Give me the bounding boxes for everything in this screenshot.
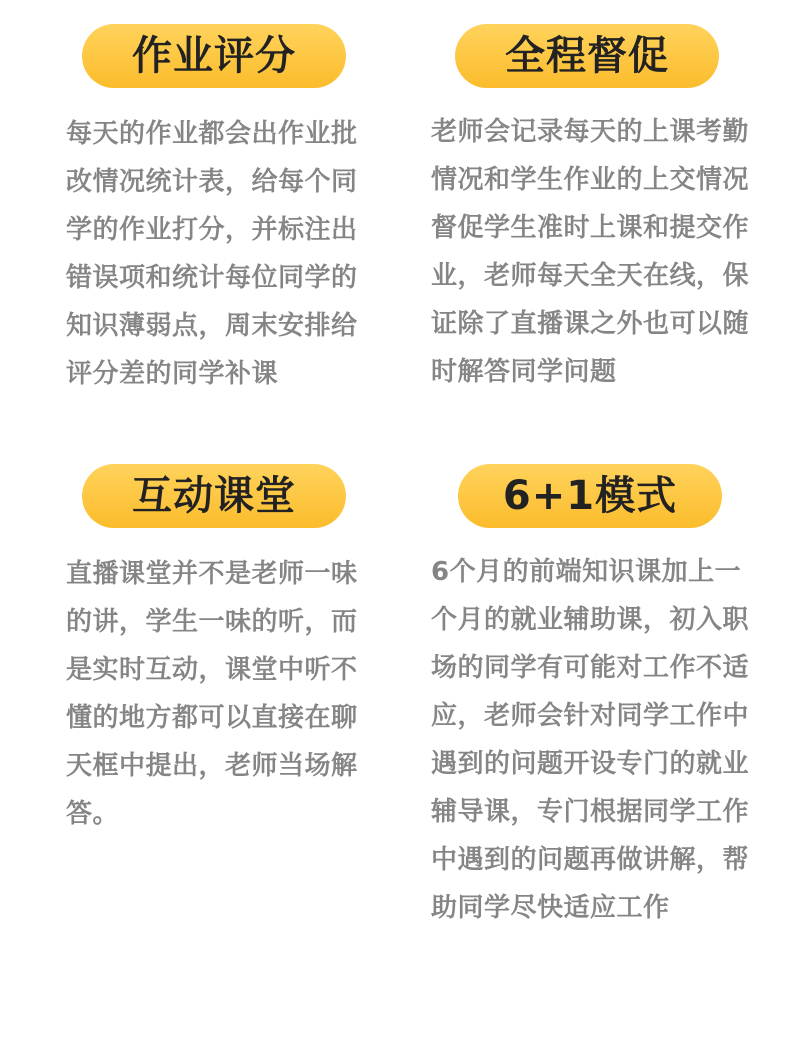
feature-title-badge: 6+1模式 <box>458 464 722 528</box>
feature-title-badge: 作业评分 <box>82 24 346 88</box>
feature-description: 直播课堂并不是老师一味的讲，学生一味的听，而是实时互动，课堂中听不懂的地方都可以直接在聊天框中提出，老师当场解答。 <box>66 559 358 829</box>
feature-description: 每天的作业都会出作业批改情况统计表，给每个同学的作业打分，并标注出错误项和统计每位同学的知识薄弱点，周末安排给评分差的同学补课 <box>66 119 358 389</box>
feature-description: 6个月的前端知识课加上一个月的就业辅助课，初入职场的同学有可能对工作不适应，老师会针对同学工作中遇到的问题开设专门的就业辅导课，专门根据同学工作中遇到的问题再做讲解，帮助同学尽快适应工作 <box>431 557 750 923</box>
feature-title-badge: 互动课堂 <box>82 464 346 528</box>
feature-title-badge: 全程督促 <box>455 24 719 88</box>
feature-description: 老师会记录每天的上课考勤情况和学生作业的上交情况督促学生准时上课和提交作业，老师每天全天在线，保证除了直播课之外也可以随时解答同学问题 <box>431 117 750 387</box>
